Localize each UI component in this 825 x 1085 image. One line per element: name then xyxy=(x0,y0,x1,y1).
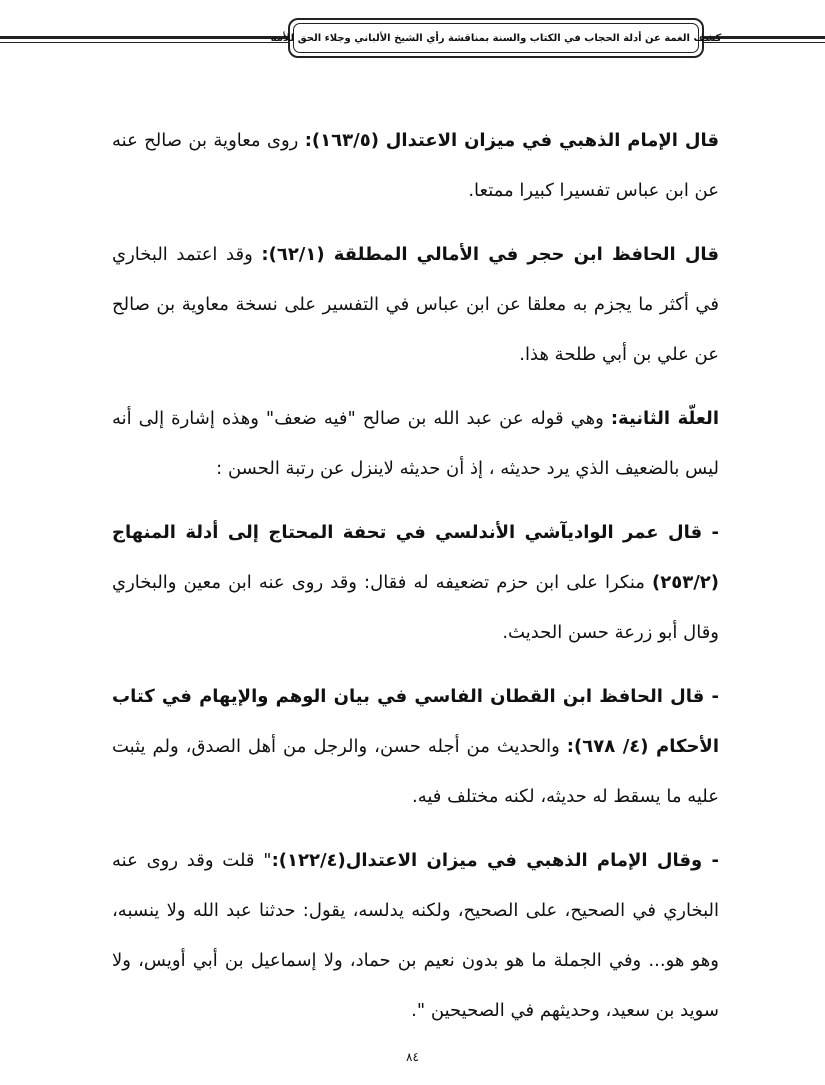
paragraph-dhahabi-mizan-1 xyxy=(112,116,719,216)
paragraph-lead: - وقال الإمام الذهبي في ميزان الاعتدال(١٢٢/٤): xyxy=(271,850,719,871)
paragraph-ibn-qattan xyxy=(112,672,719,822)
paragraph-ibn-hajar-amali xyxy=(112,230,719,380)
paragraph-wadiashi xyxy=(112,508,719,658)
page-body xyxy=(112,116,719,1050)
paragraph-dhahabi-mizan-2 xyxy=(112,836,719,1036)
paragraph-lead: العلّة الثانية: xyxy=(610,408,719,429)
paragraph-text: وهي قوله عن عبد الله بن صالح "فيه ضعف" وهذه إشارة إلى أنه ليس بالضعيف الذي يرد حديثه ، إذ أن حديثه لاينزل عن رتبة الحسن : xyxy=(112,408,719,479)
header-rule-left xyxy=(0,36,292,39)
paragraph-text: وقد اعتمد البخاري في أكثر ما يجزم به معلقا عن ابن عباس في التفسير على نسخة معاوية بن صالح عن علي بن أبي طلحة هذا. xyxy=(112,244,719,365)
paragraph-text: منكرا على ابن حزم تضعيفه له فقال: وقد روى عنه ابن معين والبخاري وقال أبو زرعة حسن الحديث. xyxy=(112,572,719,643)
page-number: ٨٤ xyxy=(406,1050,419,1064)
running-header xyxy=(270,18,722,58)
paragraph-text: روى معاوية بن صالح عنه عن ابن عباس تفسيرا كبيرا ممتعا. xyxy=(112,130,719,201)
paragraph-lead: قال الحافظ ابن حجر في الأمالي المطلقة (٦٢/١): xyxy=(261,244,719,265)
paragraph-lead: قال الإمام الذهبي في ميزان الاعتدال (١٦٣/٥): xyxy=(304,130,719,151)
paragraph-second-defect xyxy=(112,394,719,494)
running-header-title: كشف الغمة عن أدلة الحجاب في الكتاب والسنة بمناقشة رأي الشيخ الألباني وجلاء الحق للأمة xyxy=(270,32,722,44)
paragraph-lead: - قال عمر الواديآشي الأندلسي في تحفة المحتاج إلى أدلة المنهاج (٢٥٣/٢) xyxy=(112,522,719,593)
paragraph-text: " قلت وقد روى عنه البخاري في الصحيح، على الصحيح، ولكنه يدلسه، يقول: حدثنا عبد الله ولا ينسبه، وهو هو... وفي الجملة ما هو بدون نعيم بن حماد، ولا إسماعيل بن أبي أويس، ولا سويد بن سعيد، وحديثهم في الصحيحين ". xyxy=(112,850,719,1021)
paragraph-lead: - قال الحافظ ابن القطان الفاسي في بيان الوهم والإيهام في كتاب الأحكام (٤/ ٦٧٨): xyxy=(112,686,719,757)
header-rule-left-thin xyxy=(0,42,292,43)
paragraph-text: والحديث من أجله حسن، والرجل من أهل الصدق، ولم يثبت عليه ما يسقط له حديثه، لكنه مختلف فيه. xyxy=(112,736,719,807)
